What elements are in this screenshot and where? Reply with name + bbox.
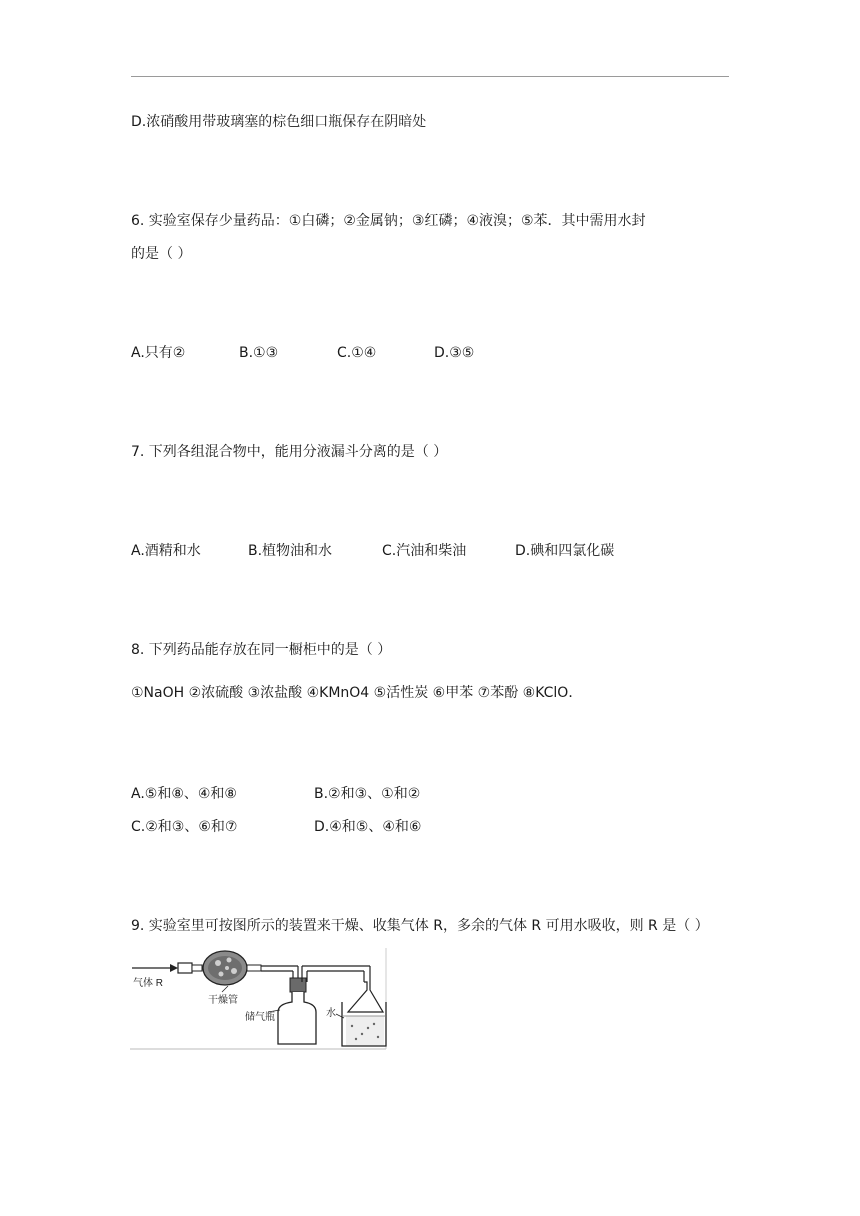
- q9-stem: 9. 实验室里可按图所示的装置来干燥、收集气体 R，多余的气体 R 可用水吸收，则 R 是（ ）: [131, 918, 709, 934]
- q6-option-a[interactable]: A.只有②: [131, 345, 186, 361]
- q8-option-a[interactable]: A.⑤和⑧、④和⑧: [131, 786, 237, 802]
- q5-option-d: D.浓硝酸用带玻璃塞的棕色细口瓶保存在阴暗处: [131, 114, 427, 130]
- q7-option-c[interactable]: C.汽油和柴油: [382, 543, 467, 559]
- q7-option-a[interactable]: A.酒精和水: [131, 543, 201, 559]
- q6-option-d[interactable]: D.③⑤: [434, 345, 475, 361]
- q7-option-b[interactable]: B.植物油和水: [248, 543, 333, 559]
- dryer-label-leader: [222, 986, 228, 992]
- q6-option-c[interactable]: C.①④: [337, 345, 377, 361]
- drying-tube-inlet-icon: [178, 963, 202, 973]
- inverted-funnel-icon: [348, 982, 383, 1012]
- q8-option-d[interactable]: D.④和⑤、④和⑥: [314, 819, 422, 835]
- dryer-label: 干燥管: [208, 995, 238, 1006]
- q6-stem-line2: 的是（ ）: [131, 246, 192, 262]
- q6-stem-line1: 6. 实验室保存少量药品：①白磷；②金属钠；③红磷；④液溴；⑤苯．其中需用水封: [131, 213, 646, 229]
- outlet-tube-icon: [302, 966, 370, 982]
- q8-stem: 8. 下列药品能存放在同一橱柜中的是（ ）: [131, 642, 392, 658]
- q7-option-d[interactable]: D.碘和四氯化碳: [515, 543, 615, 559]
- apparatus-figure: [130, 946, 388, 1052]
- water-label: 水: [326, 1008, 336, 1019]
- drying-tube-icon: [203, 951, 261, 985]
- q8-items: ①NaOH ②浓硫酸 ③浓盐酸 ④KMnO4 ⑤活性炭 ⑥甲苯 ⑦苯酚 ⑧KClO．: [131, 685, 583, 701]
- q7-stem: 7. 下列各组混合物中，能用分液漏斗分离的是（ ）: [131, 444, 448, 460]
- gas-label: 气体 R: [133, 978, 163, 989]
- q8-option-b[interactable]: B.②和③、①和②: [314, 786, 421, 802]
- gas-inlet-arrow-icon: [132, 964, 178, 972]
- q8-option-c[interactable]: C.②和③、⑥和⑦: [131, 819, 238, 835]
- bottle-label: 储气瓶: [245, 1012, 275, 1023]
- header-rule: [131, 76, 729, 77]
- storage-bottle-icon: [278, 978, 316, 1044]
- q6-option-b[interactable]: B.①③: [239, 345, 279, 361]
